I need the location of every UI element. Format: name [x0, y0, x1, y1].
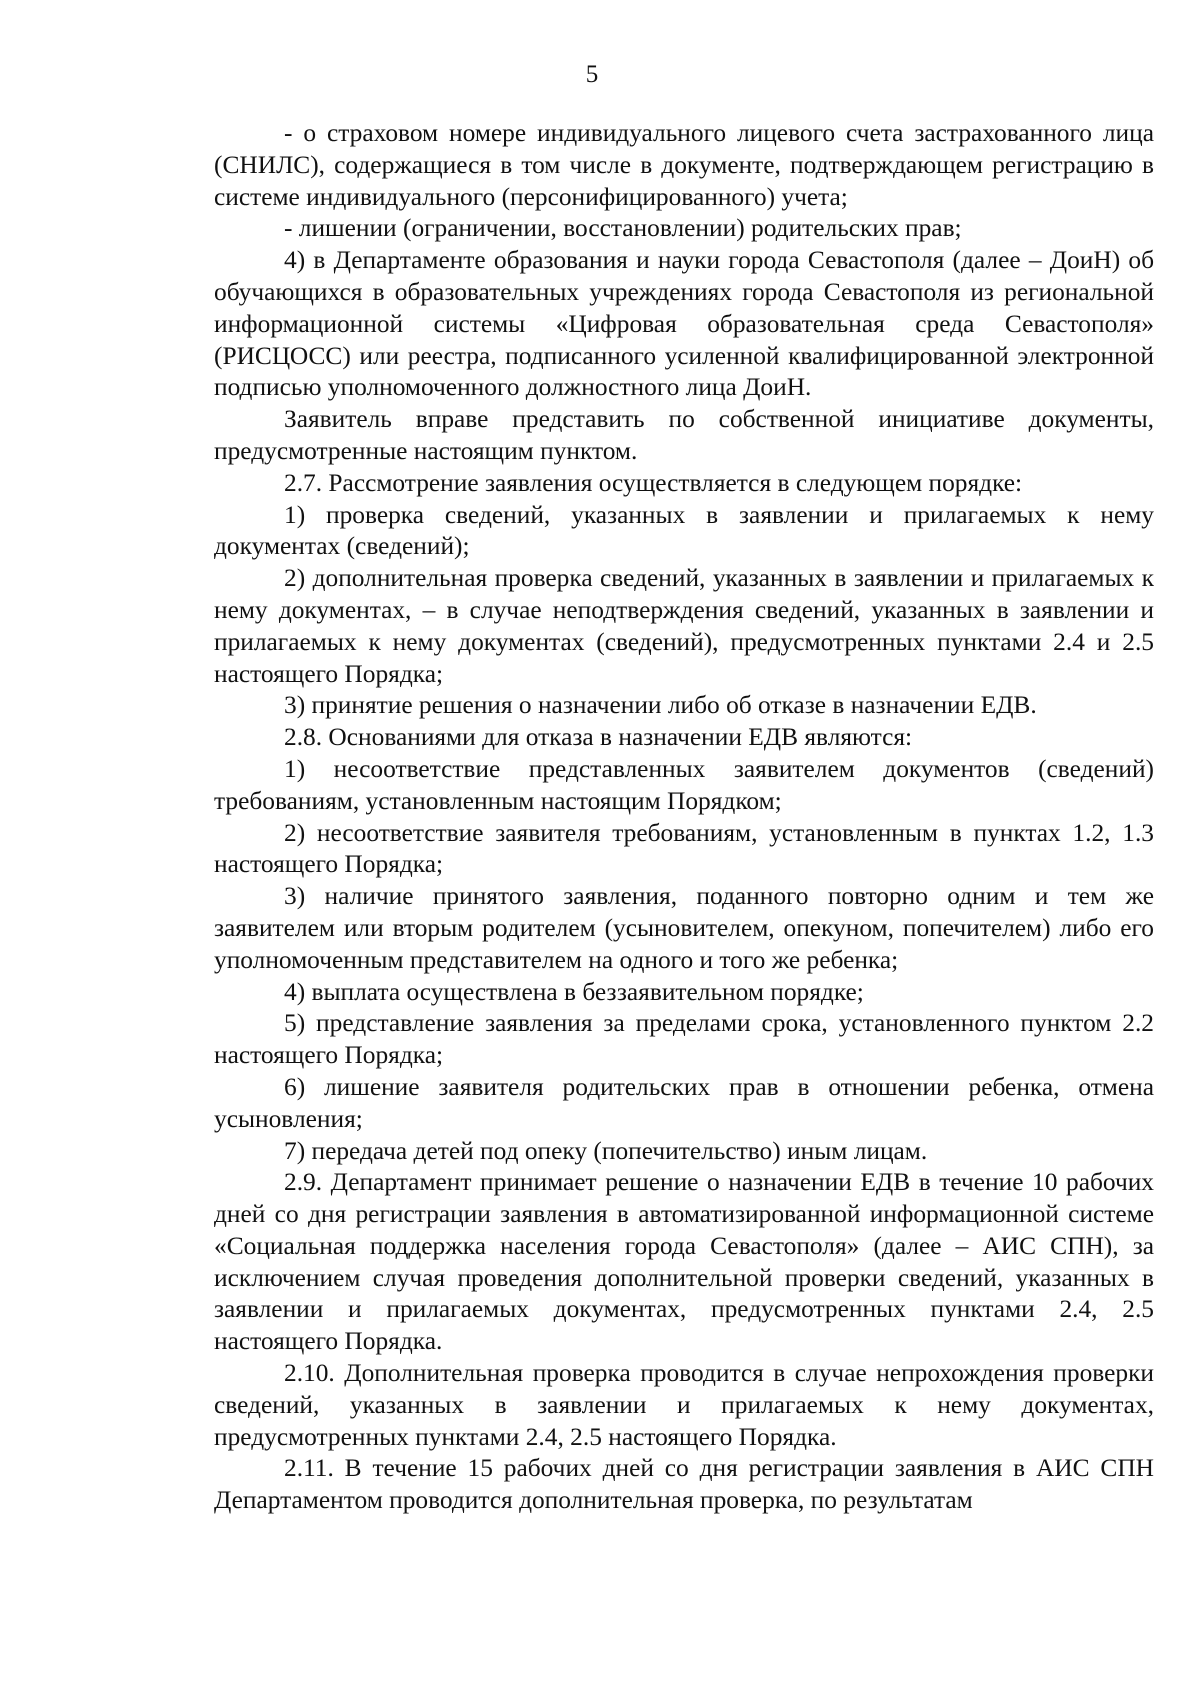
paragraph-2-11: 2.11. В течение 15 рабочих дней со дня регистрации заявления в АИС СПН Департаментом проводится дополнительная проверка, по результатам [214, 1454, 1154, 1515]
paragraph-2-8-item-1: 1) несоответствие представленных заявителем документов (сведений) требованиям, установленным настоящим Порядком; [214, 754, 1154, 815]
paragraph-applicant-right: Заявитель вправе представить по собственной инициативе документы, предусмотренные настоящим пунктом. [214, 405, 1154, 465]
page-number-row [0, 60, 1200, 90]
paragraph-2-7: 2.7. Рассмотрение заявления осуществляется в следующем порядке: [284, 468, 1023, 497]
paragraph-2-8: 2.8. Основаниями для отказа в назначении ЕДВ являются: [284, 723, 913, 752]
paragraph-2-8-item-2: 2) несоответствие заявителя требованиям, установленным в пунктах 1.2, 1.3 настоящего Порядка; [214, 818, 1154, 879]
paragraph-2-9: 2.9. Департамент принимает решение о назначении ЕДВ в течение 10 рабочих дней со дня регистрации заявления в автоматизированной информационной системе «Социальная поддержка населения города Севастополя» (далее – АИС СПН), за исключением случая проведения дополнительной проверки сведений, указанных в заявлении и прилагаемых документах, предусмотренных пунктами 2.4, 2.5 настоящего Порядка. [214, 1168, 1154, 1356]
document-body [214, 118, 1154, 1517]
paragraph-2-8-item-3: 3) наличие принятого заявления, поданного повторно одним и тем же заявителем или вторым родителем (усыновителем, опекуном, попечителем) либо его уполномоченным представителем на одного и того же ребенка; [214, 882, 1154, 974]
paragraph-2-7-item-1: 1) проверка сведений, указанных в заявлении и прилагаемых к нему документах (сведений); [214, 500, 1154, 561]
paragraph-2-7-item-3: 3) принятие решения о назначении либо об отказе в назначении ЕДВ. [284, 691, 1037, 720]
paragraph-2-8-item-7: 7) передача детей под опеку (попечительство) иным лицам. [284, 1136, 928, 1165]
paragraph-doin: 4) в Департаменте образования и науки города Севастополя (далее – ДоиН) об обучающихся в образовательных учреждениях города Севастополя из региональной информационной системы «Цифровая образовательная среда Севастополя» (РИСЦОСС) или реестра, подписанного усиленной квалифицированной электронной подписью уполномоченного должностного лица ДоиН. [214, 246, 1154, 402]
paragraph-snils: - о страховом номере индивидуального лицевого счета застрахованного лица (СНИЛС), содержащиеся в том числе в документе, подтверждающем регистрацию в системе индивидуального (персонифицированного) учета; [214, 119, 1154, 211]
paragraph-2-10: 2.10. Дополнительная проверка проводится в случае непрохождения проверки сведений, указанных в заявлении и прилагаемых к нему документах, предусмотренных пунктами 2.4, 2.5 настоящего Порядка. [214, 1359, 1154, 1451]
paragraph-2-7-item-2: 2) дополнительная проверка сведений, указанных в заявлении и прилагаемых к нему документах, – в случае неподтверждения сведений, указанных в заявлении и прилагаемых к нему документах (сведений), предусмотренных пунктами 2.4 и 2.5 настоящего Порядка; [214, 564, 1154, 688]
paragraph-2-8-item-6: 6) лишение заявителя родительских прав в отношении ребенка, отмена усыновления; [214, 1072, 1154, 1133]
page-number: 5 [585, 61, 599, 88]
paragraph-2-8-item-5: 5) представление заявления за пределами срока, установленного пунктом 2.2 настоящего Порядка; [214, 1009, 1154, 1070]
paragraph-parental-rights: - лишении (ограничении, восстановлении) родительских прав; [284, 214, 962, 243]
paragraph-2-8-item-4: 4) выплата осуществлена в беззаявительном порядке; [284, 977, 864, 1006]
